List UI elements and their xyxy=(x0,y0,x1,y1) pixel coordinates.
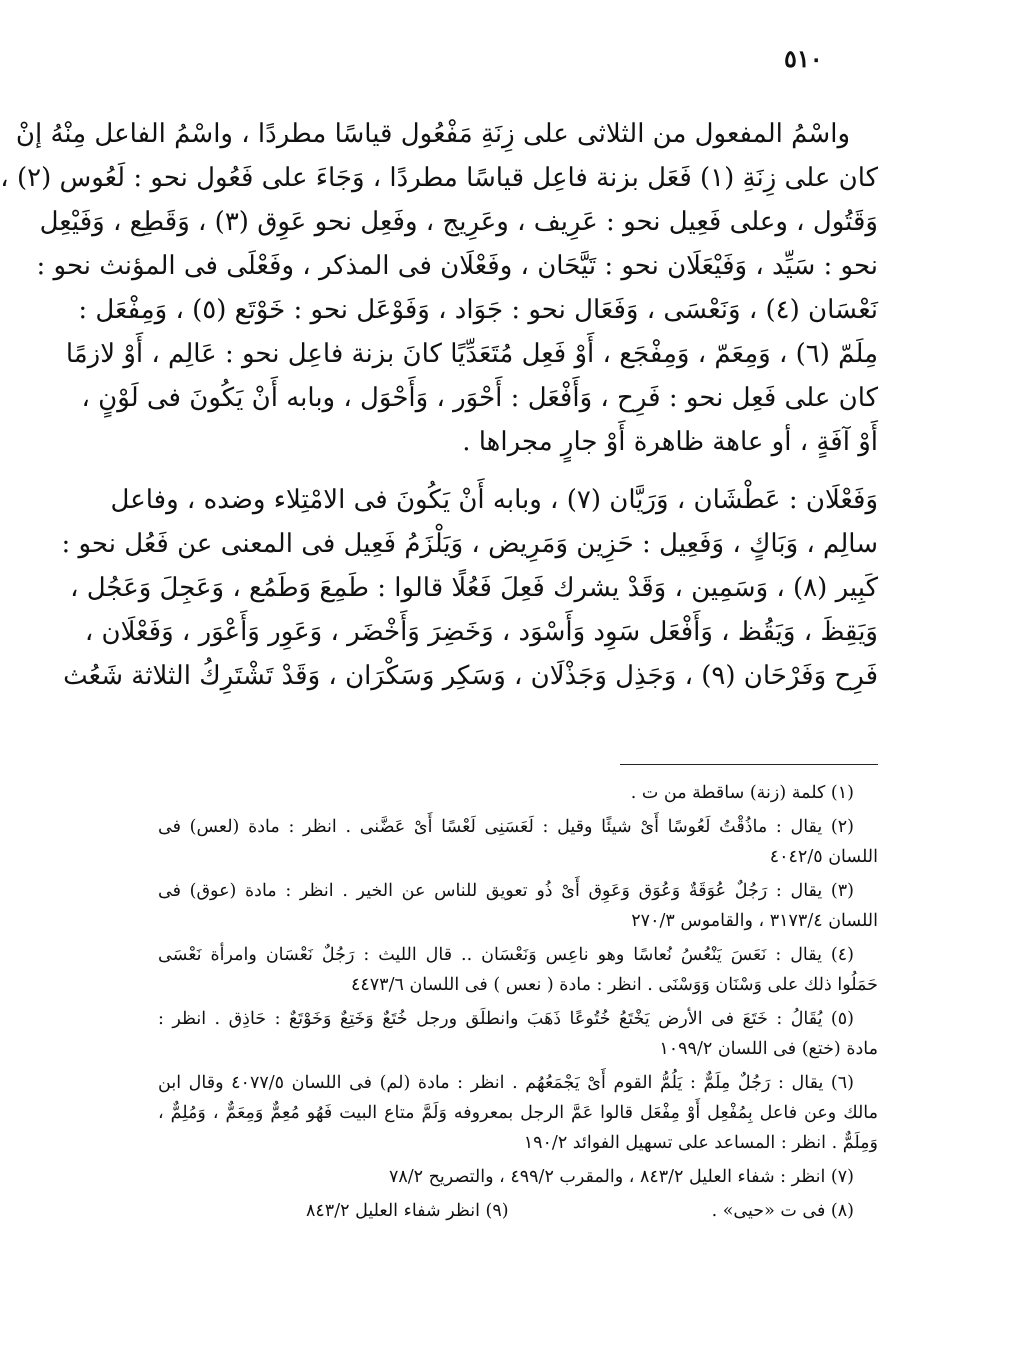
footnote-row-8-9 xyxy=(158,1196,878,1226)
footnote-3 xyxy=(158,876,878,936)
text-line: نحو : سَيِّد ، وَفَيْعَلَان نحو : تَيَّحَان ، وفَعْلَان فى المذكر ، وفَعْلَى فى المؤنث نحو : xyxy=(36,251,878,281)
footnote-8: (٨) فى ت «حيى» . xyxy=(711,1201,854,1221)
text-line: فَرِح وَفَرْحَان (٩) ، وَجَذِل وَجَذْلَان ، وَسَكِر وَسَكْرَان ، وَقَدْ تَشْتَرِكُ الثلاثة شَعُث xyxy=(63,661,878,691)
main-text xyxy=(0,112,878,698)
footnote-line: اللسان ٣١٧٣/٤ ، والقاموس ٢٧٠/٣ xyxy=(631,911,878,931)
footnote-1: (١) كلمة (زنة) ساقطة من ت . xyxy=(630,783,854,803)
text-line: وَفَعْلَان : عَطْشَان ، وَرَيَّان (٧) ، وبابه أَنْ يَكُونَ فى الامْتِلاء وضده ، وفاعل xyxy=(110,485,878,515)
footnote-4 xyxy=(158,940,878,1000)
footnote-line: (٦) يقال : رَجُلٌ مِلَمٌّ : يَلُمُّ القوم أَىْ يَجْمَعُهُم . انظر : مادة (لم) فى اللسان ٤٠٧٧/٥ وقال ابن xyxy=(158,1073,854,1093)
page-number: ٥١٠ xyxy=(784,44,823,73)
text-line: أَوْ آفَةٍ ، أو عاهة ظاهرة أَوْ جارٍ مجراها . xyxy=(462,427,878,457)
footnote-divider xyxy=(620,764,878,765)
footnote-5 xyxy=(158,1004,878,1064)
footnote-7: (٧) انظر : شفاء العليل ٨٤٣/٢ ، والمقرب ٤٩٩/٢ ، والتصريح ٧٨/٢ xyxy=(388,1167,854,1187)
text-line: نَعْسَان (٤) ، وَنَعْسَى ، وَفَعَال نحو : جَوَاد ، وَفَوْعَل نحو : خَوْتَع (٥) ، وَمِفْعَل : xyxy=(78,295,878,325)
footnotes xyxy=(158,778,878,1226)
footnote-6 xyxy=(158,1068,878,1158)
text-line: كان على فَعِل نحو : فَرِح ، وَأَفْعَل : أَحْوَر ، وَأَحْوَل ، وبابه أَنْ يَكُونَ فى لَوْنٍ ، xyxy=(81,383,878,413)
footnote-line: (٣) يقال : رَجُلٌ عُوَقَةٌ وَعُوَق وَعَوِق أَىْ ذُو تعويق للناس عن الخير . انظر : مادة (عوق) فى xyxy=(158,881,854,901)
footnote-line: (٥) يُقَالُ : خَتَعَ فى الأرض يَخْتَعُ خُتُوعًا ذَهَبَ وانطلَق ورجل خُتَعٌ وَخَتِعٌ وَخَوْتَعٌ : حَاذِق . انظر : xyxy=(158,1009,854,1029)
footnote-line: اللسان ٤٠٤٢/٥ xyxy=(769,847,878,867)
text-line: كان على زِنَةِ (١) فَعَل بزنة فاعِل قياسًا مطردًا ، وَجَاءَ على فَعُول نحو : لَعُوس (٢) ، xyxy=(0,163,878,193)
text-line: واسْمُ المفعول من الثلاثى على زِنَةِ مَفْعُول قياسًا مطردًا ، واسْمُ الفاعل مِنْهُ إنْ xyxy=(15,119,850,149)
footnote-line: وَمِلَمٌّ . انظر : المساعد على تسهيل الفوائد ١٩٠/٢ xyxy=(523,1133,878,1153)
paragraph-1 xyxy=(0,112,878,464)
footnote-line: مادة (ختع) فى اللسان ١٠٩٩/٢ xyxy=(659,1039,878,1059)
text-line: وَيَقِظَ ، وَيَقُظ ، وَأَفْعَل سَوِد وَأَسْوَد ، وَخَضِرَ وَأَخْضَر ، وَعَوِر وَأَعْوَر ، وَفَعْلَان ، xyxy=(84,617,878,647)
footnote-line: (٢) يقال : ماذُقْتُ لَعُوسًا أَىْ شيئًا وقيل : لَعَسَنِى لَعْسًا أَىْ عَضَّنى . انظر : مادة (لعس) فى xyxy=(158,817,854,837)
footnote-line: مالك وعن فاعل بِمُفْعِل أَوْ مِفْعَل قالوا عَمَّ الرجل بمعروفه وَلَمَّ متاع البيت فَهُو مُعِمٌّ وَمِعَمٌّ ، وَمُلِمٌّ ، xyxy=(158,1103,878,1123)
paragraph-2 xyxy=(61,478,878,698)
text-line: سالِم ، وَبَاكٍ ، وَفَعِيل : حَزِين وَمَرِيض ، وَيَلْزَمُ فَعِيل فى المعنى عن فَعُل نحو : xyxy=(61,529,878,559)
text-line: وَقَتُول ، وعلى فَعِيل نحو : عَرِيف ، وعَرِيج ، وفَعِل نحو عَوِق (٣) ، وَقَطِع ، وَفَيْعِل xyxy=(39,207,878,237)
text-line: كَبِير (٨) ، وَسَمِين ، وَقَدْ يشرك فَعِلَ فَعُلًا قالوا : طَمِعَ وَطَمُع ، وَعَجِلَ وَعَجُل ، xyxy=(70,573,878,603)
footnote-line: (٤) يقال : نَعَسَ يَنْعُسُ نُعاسًا وهو ناعِس وَنَعْسَان .. قال الليث : رَجُلٌ نَعْسَان وامرأة نَعْسَى xyxy=(158,945,854,965)
footnote-9: (٩) انظر شفاء العليل ٨٤٣/٢ xyxy=(306,1201,509,1221)
paragraph-gap xyxy=(158,464,878,478)
footnote-2 xyxy=(158,812,878,872)
text-line: مِلَمّ (٦) ، وَمِعَمّ ، وَمِفْجَع ، أَوْ فَعِل مُتَعَدِّيًا كانَ بزنة فاعِل نحو : عَالِم ، أَوْ لازمًا xyxy=(65,339,878,369)
footnote-line: حَمَلُوا ذلك على وَسْنَان وَوَسْنَى . انظر : مادة ( نعس ) فى اللسان ٤٤٧٣/٦ xyxy=(350,975,878,995)
